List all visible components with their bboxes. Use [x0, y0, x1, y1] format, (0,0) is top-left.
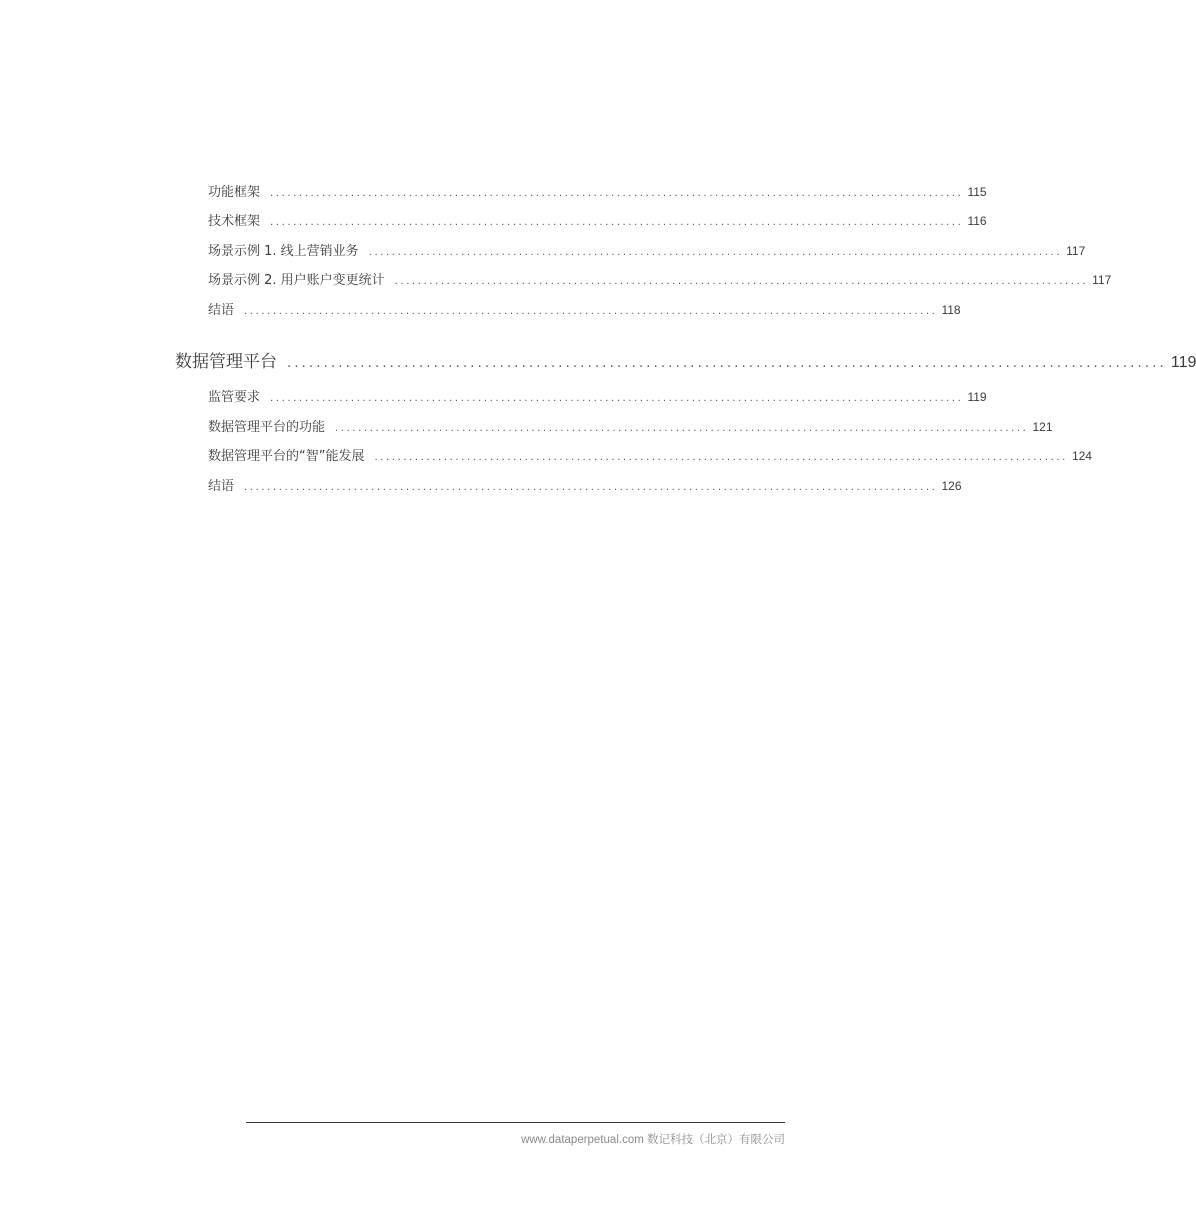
- footer-divider: [246, 1122, 785, 1123]
- toc-leader-dots: ........................................................................................................................: [270, 217, 964, 228]
- toc-entry-page: 124: [1071, 449, 1092, 463]
- toc-leader-dots: ........................................................................................................................: [394, 276, 1089, 287]
- toc-entry-title: 场景示例 1. 线上营销业务: [208, 244, 359, 259]
- toc-entry-page: 116: [967, 214, 987, 228]
- toc-entry[interactable]: [208, 416, 1053, 435]
- toc-entry-title: 数据管理平台的功能: [208, 420, 326, 435]
- toc-entry[interactable]: [208, 299, 961, 318]
- toc-entry[interactable]: [208, 269, 1112, 288]
- toc-entry-page: 121: [1032, 420, 1053, 434]
- toc-chapter-entry[interactable]: [175, 347, 1196, 372]
- toc-entry-page: 117: [1092, 273, 1112, 287]
- toc-leader-dots: ........................................................................................................................: [244, 482, 938, 493]
- toc-leader-dots: ........................................................................................................................: [374, 452, 1068, 463]
- toc-entry[interactable]: [208, 475, 962, 494]
- toc-entry-page: 115: [967, 185, 987, 199]
- toc-leader-dots: ........................................................................................................................: [244, 306, 938, 317]
- toc-entry[interactable]: [208, 240, 1086, 259]
- toc-entry[interactable]: [208, 210, 987, 229]
- toc-leader-dots: ........................................................................................................................: [287, 356, 1167, 371]
- toc-entry[interactable]: [208, 445, 1092, 464]
- toc-leader-dots: ........................................................................................................................: [270, 188, 964, 199]
- toc-entry-page: 117: [1066, 244, 1086, 258]
- footer-company-text: www.dataperpetual.com 数记科技（北京）有限公司: [521, 1134, 785, 1146]
- toc-entry-title: 功能框架: [208, 185, 261, 200]
- toc-entry-title: 结语: [208, 479, 235, 494]
- toc-entry-title: 数据管理平台的“智”能发展: [208, 449, 365, 464]
- toc-entry[interactable]: [208, 181, 987, 200]
- toc-leader-dots: ........................................................................................................................: [270, 393, 964, 404]
- toc-entry-page: 118: [941, 303, 961, 317]
- toc-leader-dots: ........................................................................................................................: [335, 423, 1029, 434]
- toc-entry-title: 场景示例 2. 用户账户变更统计: [208, 273, 385, 288]
- toc-entry[interactable]: [208, 386, 987, 405]
- toc-chapter-title: 数据管理平台: [175, 352, 277, 372]
- toc-entry-title: 技术框架: [208, 214, 261, 229]
- toc-leader-dots: ........................................................................................................................: [368, 247, 1063, 258]
- toc-entry-page: 126: [941, 479, 962, 493]
- toc-entry-title: 结语: [208, 303, 235, 318]
- toc-entry-title: 监管要求: [208, 390, 261, 405]
- toc-entry-page: 119: [967, 390, 987, 404]
- toc-chapter-page: 119: [1170, 354, 1196, 371]
